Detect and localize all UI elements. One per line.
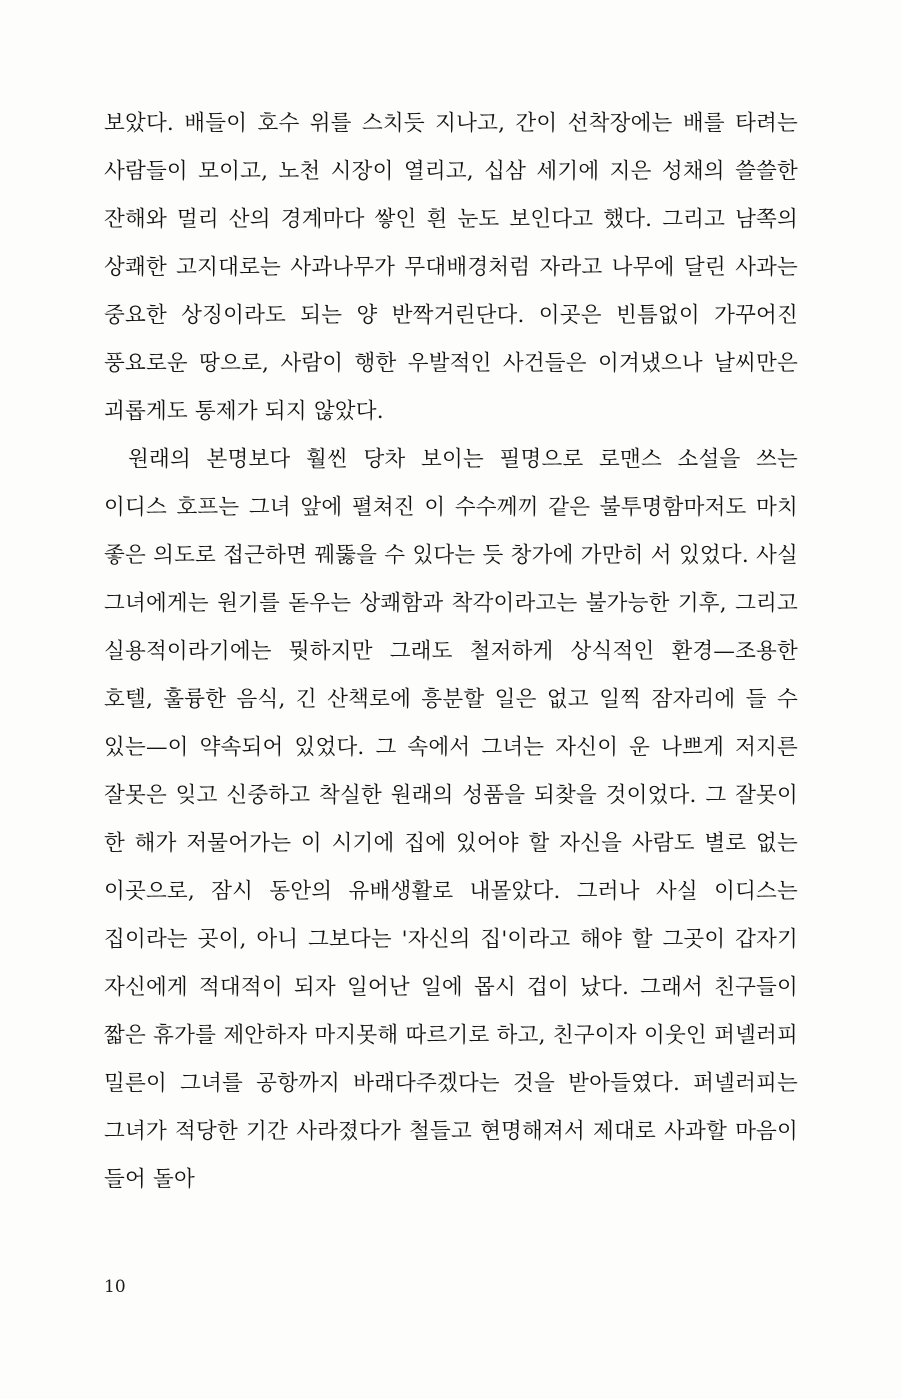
page-text-block bbox=[104, 100, 798, 1204]
paragraph-2: 원래의 본명보다 훨씬 당차 보이는 필명으로 로맨스 소설을 쓰는 이디스 호프는 그녀 앞에 펼쳐진 이 수수께끼 같은 불투명함마저도 마치 좋은 의도로 접근하면 꿰뚫을 수 있다는 듯 창가에 가만히 서 있었다. 사실 그녀에게는 원기를 돋우는 상쾌함과 착각이라고는 불가능한 기후, 그리고 실용적이라기에는 뭣하지만 그래도 철저하게 상식적인 환경—조용한 호텔, 훌륭한 음식, 긴 산책로에 흥분할 일은 없고 일찍 잠자리에 들 수 있는—이 약속되어 있었다. 그 속에서 그녀는 자신이 운 나쁘게 저지른 잘못은 잊고 신중하고 착실한 원래의 성품을 되찾을 것이었다. 그 잘못이 한 해가 저물어가는 이 시기에 집에 있어야 할 자신을 사람도 별로 없는 이곳으로, 잠시 동안의 유배생활로 내몰았다. 그러나 사실 이디스는 집이라는 곳이, 아니 그보다는 '자신의 집'이라고 해야 할 그곳이 갑자기 자신에게 적대적이 되자 일어난 일에 몹시 겁이 났다. 그래서 친구들이 짧은 휴가를 제안하자 마지못해 따르기로 하고, 친구이자 이웃인 퍼넬러피 밀른이 그녀를 공항까지 바래다주겠다는 것을 받아들였다. 퍼넬러피는 그녀가 적당한 기간 사라졌다가 철들고 현명해져서 제대로 사과할 마음이 들어 돌아 bbox=[104, 447, 798, 1192]
paragraph-1: 보았다. 배들이 호수 위를 스치듯 지나고, 간이 선착장에는 배를 타려는 사람들이 모이고, 노천 시장이 열리고, 십삼 세기에 지은 성채의 쓸쓸한 잔해와 멀리 산의 경계마다 쌓인 흰 눈도 보인다고 했다. 그리고 남쪽의 상쾌한 고지대로는 사과나무가 무대배경처럼 자라고 나무에 달린 사과는 중요한 상징이라도 되는 양 반짝거린단다. 이곳은 빈틈없이 가꾸어진 풍요로운 땅으로, 사람이 행한 우발적인 사건들은 이겨냈으나 날씨만은 괴롭게도 통제가 되지 않았다. bbox=[104, 111, 798, 424]
page-number: 10 bbox=[104, 1277, 126, 1297]
